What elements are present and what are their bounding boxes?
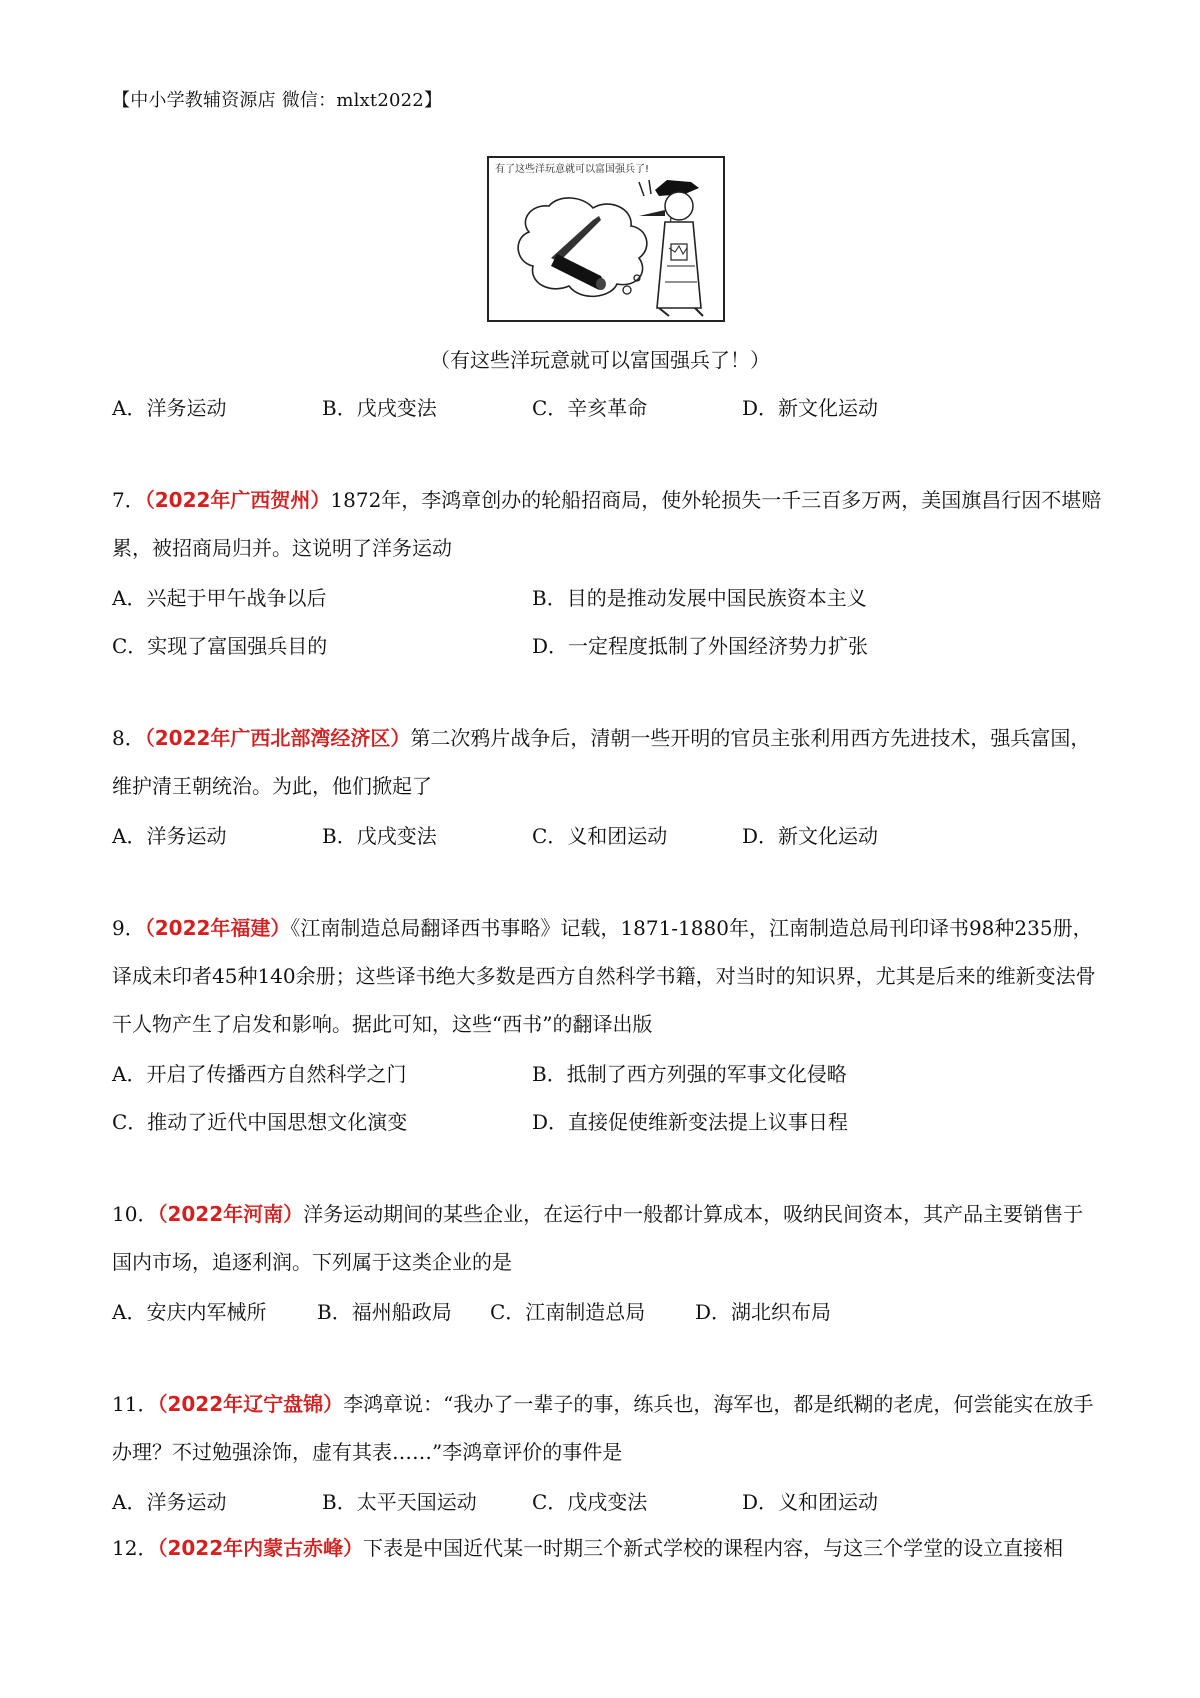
q6-option-b[interactable]: B．戊戌变法 <box>322 396 437 420</box>
q9-option-c[interactable]: C．推动了近代中国思想文化演变 <box>112 1110 408 1134</box>
speech-mark <box>639 180 651 196</box>
q10-option-a[interactable]: A．安庆内军械所 <box>112 1300 267 1324</box>
q12-stem: 下表是中国近代某一时期三个新式学校的课程内容，与这三个学堂的设立直接相 <box>363 1536 1064 1560</box>
question-11 <box>112 1380 1102 1476</box>
q8-option-b[interactable]: B．戊戌变法 <box>322 824 437 848</box>
cannon-mouth <box>596 278 606 290</box>
q7-option-c[interactable]: C．实现了富国强兵目的 <box>112 634 328 658</box>
q8-stem: 第二次鸦片战争后，清朝一些开明的官员主张利用西方先进技术，强兵富国，维护清王朝统治。为此，他们掀起了 <box>112 726 1091 798</box>
q12-source: （2022年内蒙古赤峰） <box>157 1536 364 1560</box>
q7-options-row2 <box>112 630 1102 660</box>
q8-option-d[interactable]: D．新文化运动 <box>742 824 879 848</box>
q11-number: 11． <box>112 1392 158 1416</box>
question-8 <box>112 714 1102 810</box>
q7-option-d[interactable]: D．一定程度抵制了外国经济势力扩张 <box>532 634 869 658</box>
cartoon-figure <box>487 156 725 322</box>
q7-options-row1 <box>112 582 1102 612</box>
q10-source: （2022年河南） <box>157 1202 304 1226</box>
q6-options <box>112 392 1102 422</box>
q6-option-c[interactable]: C．辛亥革命 <box>532 396 648 420</box>
q11-source: （2022年辽宁盘锦） <box>157 1392 344 1416</box>
q8-options <box>112 820 1102 850</box>
question-12 <box>112 1524 1102 1572</box>
q10-option-b[interactable]: B．福州船政局 <box>317 1300 452 1324</box>
question-9 <box>112 904 1102 1048</box>
q9-source: （2022年福建） <box>144 916 291 940</box>
q10-stem: 洋务运动期间的某些企业，在运行中一般都计算成本，吸纳民间资本，其产品主要销售于国内市场，追逐利润。下列属于这类企业的是 <box>112 1202 1084 1274</box>
q9-stem: 《江南制造总局翻译西书事略》记载，1871-1880年，江南制造总局刊印译书98种235册，译成未印者45种140余册；这些译书绝大多数是西方自然科学书籍，对当时的知识界，尤其是后来的维新变法骨干人物产生了启发和影响。据此可知，这些“西书”的翻译出版 <box>112 916 1096 1036</box>
q9-option-d[interactable]: D．直接促使维新变法提上议事日程 <box>532 1110 849 1134</box>
question-7 <box>112 476 1102 572</box>
q12-number: 12． <box>112 1536 158 1560</box>
q11-option-a[interactable]: A．洋务运动 <box>112 1490 227 1514</box>
q9-options-row1 <box>112 1058 1102 1088</box>
q9-number: 9． <box>112 916 145 940</box>
official-nose <box>639 210 665 216</box>
official-robe <box>657 222 701 308</box>
q8-option-a[interactable]: A．洋务运动 <box>112 824 227 848</box>
q9-option-b[interactable]: B．抵制了西方列强的军事文化侵略 <box>532 1062 847 1086</box>
q10-option-c[interactable]: C．江南制造总局 <box>490 1300 646 1324</box>
q11-option-c[interactable]: C．戊戌变法 <box>532 1490 648 1514</box>
official-feet <box>659 308 703 316</box>
q11-stem: 李鸿章说：“我办了一辈子的事，练兵也，海军也，都是纸糊的老虎，何尝能实在放手办理？不过勉强涂饰，虚有其表……”李鸿章评价的事件是 <box>112 1392 1094 1464</box>
q10-options <box>112 1296 1102 1326</box>
figure-caption: （有这些洋玩意就可以富国强兵了！） <box>430 348 770 372</box>
q11-option-d[interactable]: D．义和团运动 <box>742 1490 879 1514</box>
q8-number: 8． <box>112 726 145 750</box>
cartoon-speech-text: 有了这些洋玩意就可以富国强兵了! <box>495 164 650 175</box>
q9-options-row2 <box>112 1106 1102 1136</box>
q6-option-a[interactable]: A．洋务运动 <box>112 396 227 420</box>
page-header: 【中小学教辅资源店 微信：mlxt2022】 <box>112 90 443 111</box>
q11-option-b[interactable]: B．太平天国运动 <box>322 1490 477 1514</box>
q10-number: 10． <box>112 1202 158 1226</box>
q8-source: （2022年广西北部湾经济区） <box>144 726 411 750</box>
q8-option-c[interactable]: C．义和团运动 <box>532 824 668 848</box>
q6-option-d[interactable]: D．新文化运动 <box>742 396 879 420</box>
q10-option-d[interactable]: D．湖北织布局 <box>695 1300 832 1324</box>
q7-source: （2022年广西贺州） <box>144 488 331 512</box>
q7-option-b[interactable]: B．目的是推动发展中国民族资本主义 <box>532 586 867 610</box>
q7-number: 7． <box>112 488 145 512</box>
cartoon-drawing <box>489 158 723 320</box>
q7-option-a[interactable]: A．兴起于甲午战争以后 <box>112 586 327 610</box>
official-head <box>665 192 693 220</box>
question-10 <box>112 1190 1102 1286</box>
thought-bubble <box>623 286 631 294</box>
q9-option-a[interactable]: A．开启了传播西方自然科学之门 <box>112 1062 407 1086</box>
q7-stem: 1872年，李鸿章创办的轮船招商局，使外轮损失一千三百多万两，美国旗昌行因不堪赔累，被招商局归并。这说明了洋务运动 <box>112 488 1102 560</box>
q11-options <box>112 1486 1102 1516</box>
